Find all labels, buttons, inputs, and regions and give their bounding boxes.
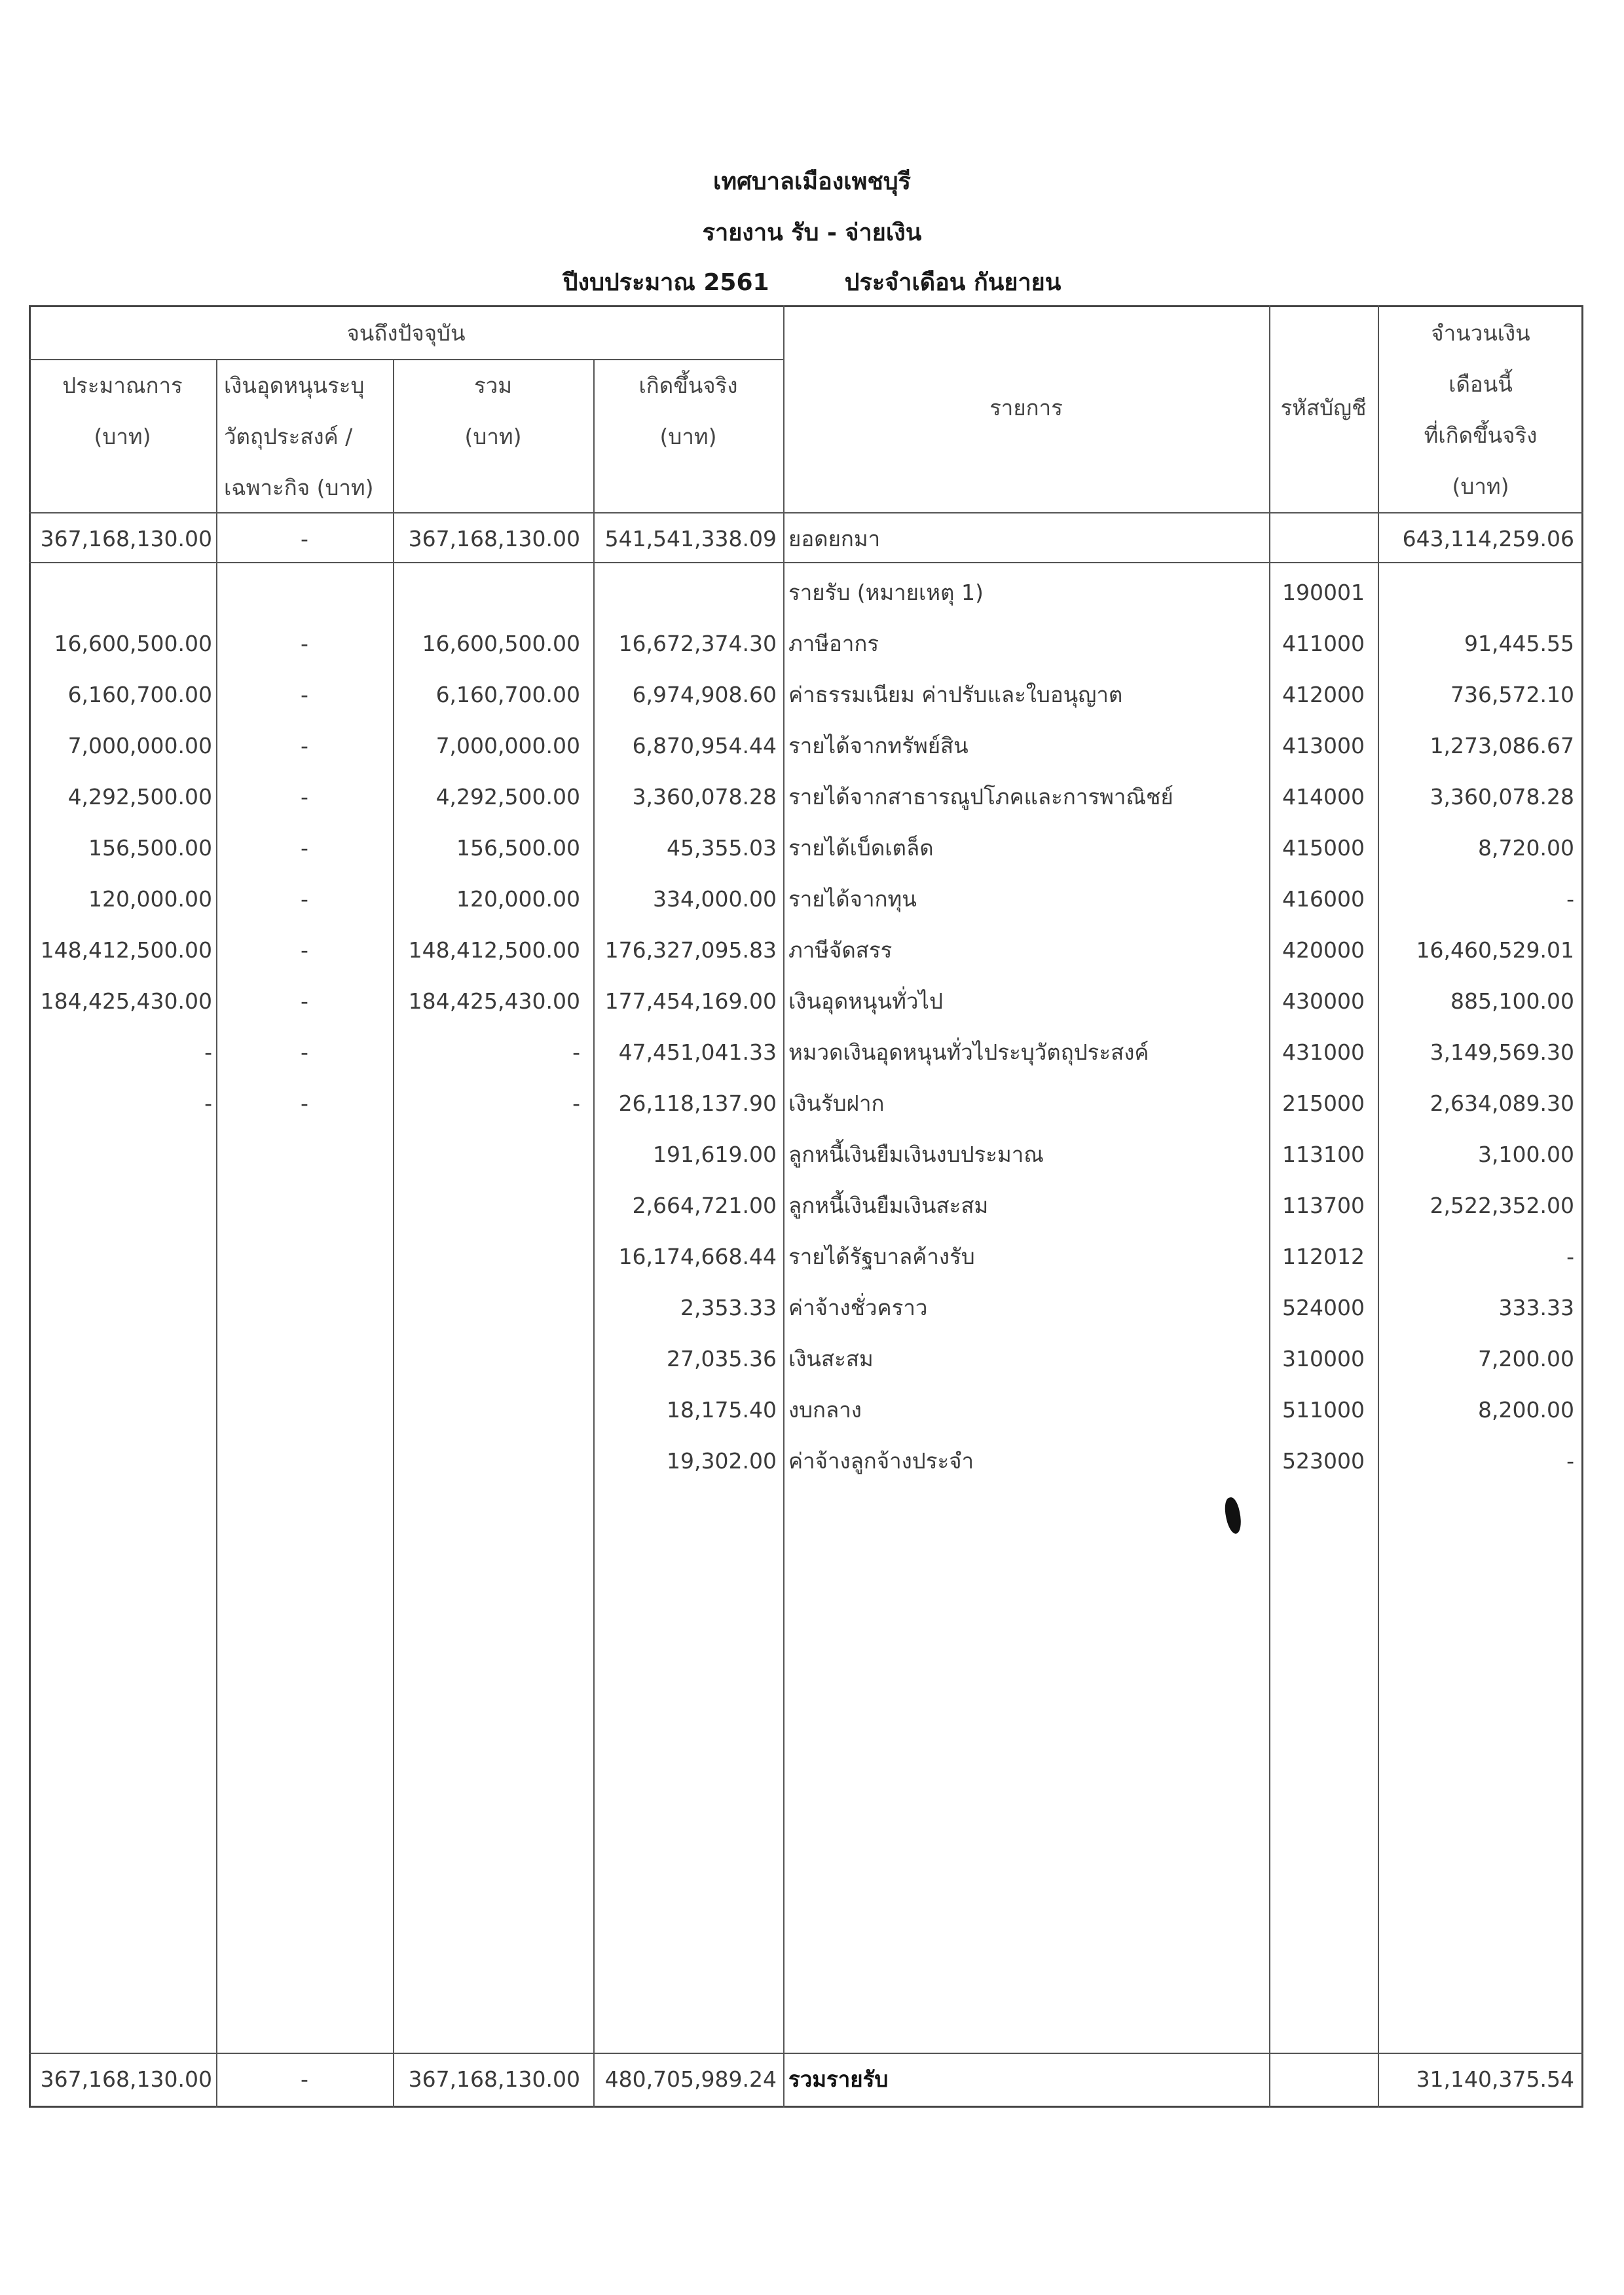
item-cell: ลูกหนี้เงินยืมเงินงบประมาณ bbox=[788, 1142, 1044, 1167]
table-row bbox=[29, 823, 1583, 874]
actual-cell: 480,705,989.24 bbox=[604, 2066, 777, 2092]
table-row bbox=[29, 1027, 1583, 1078]
table-row bbox=[29, 1436, 1583, 1487]
month-cell: 333.33 bbox=[1498, 1295, 1574, 1320]
month-cell bbox=[1378, 567, 1574, 618]
grant-cell bbox=[216, 1282, 393, 1334]
item-cell: รายได้จากทรัพย์สิน bbox=[788, 733, 969, 758]
grant-cell: - bbox=[301, 2066, 308, 2092]
month-cell: 16,460,529.01 bbox=[1416, 937, 1574, 963]
actual-cell: 334,000.00 bbox=[653, 886, 777, 912]
code-cell: 112012 bbox=[1282, 1244, 1365, 1269]
actual-header-1: เกิดขึ้นจริง bbox=[638, 373, 738, 398]
budget-cell: - bbox=[204, 1039, 212, 1065]
month-cell: - bbox=[1566, 1448, 1574, 1474]
budget-cell: 6,160,700.00 bbox=[67, 682, 212, 707]
group-to-date-header: จนถึงปัจจุบัน bbox=[346, 320, 466, 346]
code-cell: 215000 bbox=[1282, 1091, 1365, 1116]
grant-cell: - bbox=[301, 937, 308, 963]
report-period bbox=[0, 263, 1624, 301]
total-cell: 4,292,500.00 bbox=[435, 784, 580, 810]
budget-cell bbox=[35, 1436, 212, 1487]
item-cell: ค่าธรรมเนียม ค่าปรับและใบอนุญาต bbox=[788, 682, 1123, 707]
grant-cell: - bbox=[301, 1091, 308, 1116]
budget-cell bbox=[35, 1180, 212, 1231]
table-row bbox=[29, 720, 1583, 772]
code-cell: 411000 bbox=[1282, 631, 1365, 656]
account-code-header: รหัสบัญชี bbox=[1280, 395, 1367, 420]
total-cell bbox=[393, 1282, 580, 1334]
item-cell: รายได้จากทุน bbox=[788, 886, 917, 912]
fiscal-year: 2561 bbox=[703, 269, 769, 296]
item-cell: เงินอุดหนุนทั่วไป bbox=[788, 988, 943, 1014]
item-cell: รวมรายรับ bbox=[788, 2066, 889, 2092]
total-cell: - bbox=[572, 1091, 580, 1116]
actual-cell: 541,541,338.09 bbox=[604, 526, 777, 551]
total-header-2: (บาท) bbox=[464, 424, 522, 449]
item-cell: เงินสะสม bbox=[788, 1346, 874, 1371]
grant-cell bbox=[216, 1129, 393, 1180]
code-cell bbox=[1269, 513, 1378, 565]
month-cell: 31,140,375.54 bbox=[1416, 2066, 1574, 2092]
actual-cell: 18,175.40 bbox=[667, 1397, 777, 1423]
grant-cell: - bbox=[301, 526, 308, 551]
actual-cell: 177,454,169.00 bbox=[604, 988, 777, 1014]
total-cell: 16,600,500.00 bbox=[422, 631, 580, 656]
table-row bbox=[29, 874, 1583, 925]
table-row bbox=[29, 669, 1583, 720]
month-cell: - bbox=[1566, 886, 1574, 912]
total-cell: 184,425,430.00 bbox=[408, 988, 580, 1014]
budget-cell: 148,412,500.00 bbox=[40, 937, 212, 963]
grant-header-1: เงินอุดหนุนระบุ bbox=[224, 373, 365, 398]
month-cell: 3,149,569.30 bbox=[1430, 1039, 1574, 1065]
month-cell: 3,360,078.28 bbox=[1430, 784, 1574, 810]
total-cell bbox=[393, 1385, 580, 1436]
month-cell: 885,100.00 bbox=[1450, 988, 1574, 1014]
budget-header-1: ประมาณการ bbox=[62, 373, 183, 398]
table-row bbox=[29, 1334, 1583, 1385]
month-cell: 736,572.10 bbox=[1450, 682, 1574, 707]
grant-cell bbox=[216, 567, 393, 618]
total-cell bbox=[393, 1180, 580, 1231]
grant-cell: - bbox=[301, 631, 308, 656]
actual-cell: 191,619.00 bbox=[653, 1142, 777, 1167]
table-row bbox=[29, 772, 1583, 823]
table-row bbox=[29, 1231, 1583, 1282]
actual-cell: 16,672,374.30 bbox=[618, 631, 777, 656]
actual-cell bbox=[593, 567, 777, 618]
budget-cell: 184,425,430.00 bbox=[40, 988, 212, 1014]
grant-cell bbox=[216, 1180, 393, 1231]
report-title: รายงาน รับ - จ่ายเงิน bbox=[702, 219, 922, 246]
code-cell: 415000 bbox=[1282, 835, 1365, 861]
code-cell: 430000 bbox=[1282, 988, 1365, 1014]
grant-cell bbox=[216, 1436, 393, 1487]
item-cell: เงินรับฝาก bbox=[788, 1091, 885, 1116]
month-header-1: จำนวนเงิน bbox=[1431, 320, 1530, 346]
table-row bbox=[29, 925, 1583, 976]
code-cell: 416000 bbox=[1282, 886, 1365, 912]
total-cell bbox=[393, 567, 580, 618]
budget-cell: 16,600,500.00 bbox=[54, 631, 212, 656]
total-header-1: รวม bbox=[473, 373, 512, 398]
grant-cell: - bbox=[301, 784, 308, 810]
grant-cell: - bbox=[301, 886, 308, 912]
item-cell: ค่าจ้างลูกจ้างประจำ bbox=[788, 1448, 974, 1474]
table-row bbox=[29, 1282, 1583, 1334]
actual-cell: 2,664,721.00 bbox=[632, 1193, 777, 1218]
code-cell: 413000 bbox=[1282, 733, 1365, 758]
budget-cell bbox=[35, 1231, 212, 1282]
total-cell: 120,000.00 bbox=[456, 886, 580, 912]
grant-cell: - bbox=[301, 1039, 308, 1065]
table-row bbox=[29, 567, 1583, 618]
month-header-2: เดือนนี้ bbox=[1449, 371, 1513, 397]
month-cell: 8,720.00 bbox=[1478, 835, 1574, 861]
code-cell: 113700 bbox=[1282, 1193, 1365, 1218]
total-cell: 7,000,000.00 bbox=[435, 733, 580, 758]
total-row bbox=[29, 2054, 1583, 2105]
actual-cell: 16,174,668.44 bbox=[618, 1244, 777, 1269]
total-cell: - bbox=[572, 1039, 580, 1065]
grant-cell: - bbox=[301, 733, 308, 758]
item-header: รายการ bbox=[989, 395, 1063, 420]
item-cell: ลูกหนี้เงินยืมเงินสะสม bbox=[788, 1193, 989, 1218]
month-header-3: ที่เกิดขึ้นจริง bbox=[1424, 422, 1538, 448]
table-row bbox=[29, 618, 1583, 669]
code-cell bbox=[1269, 2054, 1378, 2105]
month-header-4: (บาท) bbox=[1452, 474, 1509, 499]
month-cell: 7,200.00 bbox=[1478, 1346, 1574, 1371]
table-row bbox=[29, 976, 1583, 1027]
item-cell: ภาษีอากร bbox=[788, 631, 879, 656]
org-title: เทศบาลเมืองเพชบุรี bbox=[713, 168, 911, 195]
budget-cell bbox=[35, 567, 212, 618]
code-cell: 431000 bbox=[1282, 1039, 1365, 1065]
total-cell bbox=[393, 1334, 580, 1385]
actual-cell: 2,353.33 bbox=[680, 1295, 777, 1320]
total-cell: 367,168,130.00 bbox=[408, 526, 580, 551]
item-cell: ภาษีจัดสรร bbox=[788, 937, 893, 963]
item-cell: รายได้เบ็ดเตล็ด bbox=[788, 835, 934, 861]
budget-cell: 156,500.00 bbox=[88, 835, 212, 861]
month-name: กันยายน bbox=[973, 269, 1061, 296]
total-cell: 148,412,500.00 bbox=[408, 937, 580, 963]
total-cell: 156,500.00 bbox=[456, 835, 580, 861]
item-cell: รายได้รัฐบาลค้างรับ bbox=[788, 1244, 975, 1269]
table-row bbox=[29, 1078, 1583, 1129]
actual-cell: 19,302.00 bbox=[667, 1448, 777, 1474]
grant-header-2: วัตถุประสงค์ / bbox=[224, 424, 353, 449]
code-cell: 190001 bbox=[1282, 580, 1365, 605]
actual-cell: 26,118,137.90 bbox=[618, 1091, 777, 1116]
grant-cell: - bbox=[301, 682, 308, 707]
item-cell: ยอดยกมา bbox=[788, 526, 881, 551]
budget-cell bbox=[35, 1334, 212, 1385]
grant-cell: - bbox=[301, 835, 308, 861]
total-cell: 367,168,130.00 bbox=[408, 2066, 580, 2092]
item-cell: รายได้จากสาธารณูปโภคและการพาณิชย์ bbox=[788, 784, 1173, 810]
code-cell: 310000 bbox=[1282, 1346, 1365, 1371]
code-cell: 414000 bbox=[1282, 784, 1365, 810]
actual-cell: 176,327,095.83 bbox=[604, 937, 777, 963]
code-cell: 420000 bbox=[1282, 937, 1365, 963]
month-cell: 91,445.55 bbox=[1464, 631, 1574, 656]
code-cell: 524000 bbox=[1282, 1295, 1365, 1320]
actual-cell: 6,974,908.60 bbox=[632, 682, 777, 707]
budget-cell: 367,168,130.00 bbox=[40, 2066, 212, 2092]
budget-cell bbox=[35, 1385, 212, 1436]
grant-cell bbox=[216, 1231, 393, 1282]
budget-cell: 367,168,130.00 bbox=[40, 526, 212, 551]
actual-header-2: (บาท) bbox=[659, 424, 717, 449]
budget-cell bbox=[35, 1129, 212, 1180]
month-cell: 2,634,089.30 bbox=[1430, 1091, 1574, 1116]
actual-cell: 3,360,078.28 bbox=[632, 784, 777, 810]
carry-forward-row bbox=[29, 513, 1583, 565]
budget-cell: 7,000,000.00 bbox=[67, 733, 212, 758]
month-cell: 643,114,259.06 bbox=[1402, 526, 1574, 551]
budget-cell: - bbox=[204, 1091, 212, 1116]
month-cell: 8,200.00 bbox=[1478, 1397, 1574, 1423]
code-cell: 412000 bbox=[1282, 682, 1365, 707]
grant-cell bbox=[216, 1334, 393, 1385]
total-cell bbox=[393, 1129, 580, 1180]
item-cell: ค่าจ้างชั่วคราว bbox=[788, 1295, 928, 1320]
code-cell: 523000 bbox=[1282, 1448, 1365, 1474]
budget-cell: 120,000.00 bbox=[88, 886, 212, 912]
budget-cell bbox=[35, 1282, 212, 1334]
item-cell: หมวดเงินอุดหนุนทั่วไประบุวัตถุประสงค์ bbox=[788, 1039, 1149, 1065]
budget-header-2: (บาท) bbox=[94, 424, 151, 449]
grant-cell: - bbox=[301, 988, 308, 1014]
actual-cell: 6,870,954.44 bbox=[632, 733, 777, 758]
item-cell: รายรับ (หมายเหตุ 1) bbox=[788, 580, 984, 605]
month-cell: 2,522,352.00 bbox=[1430, 1193, 1574, 1218]
grant-cell bbox=[216, 1385, 393, 1436]
total-cell: 6,160,700.00 bbox=[435, 682, 580, 707]
total-cell bbox=[393, 1231, 580, 1282]
fiscal-label: ปีงบประมาณ bbox=[563, 269, 695, 296]
item-cell: งบกลาง bbox=[788, 1397, 862, 1423]
month-cell: - bbox=[1566, 1244, 1574, 1269]
actual-cell: 27,035.36 bbox=[667, 1346, 777, 1371]
month-cell: 1,273,086.67 bbox=[1430, 733, 1574, 758]
table-row bbox=[29, 1180, 1583, 1231]
month-cell: 3,100.00 bbox=[1478, 1142, 1574, 1167]
code-cell: 113100 bbox=[1282, 1142, 1365, 1167]
total-cell bbox=[393, 1436, 580, 1487]
month-label: ประจำเดือน bbox=[844, 269, 966, 296]
budget-cell: 4,292,500.00 bbox=[67, 784, 212, 810]
grant-header-3: เฉพาะกิจ (บาท) bbox=[224, 475, 374, 500]
table-row bbox=[29, 1385, 1583, 1436]
code-cell: 511000 bbox=[1282, 1397, 1365, 1423]
actual-cell: 47,451,041.33 bbox=[618, 1039, 777, 1065]
actual-cell: 45,355.03 bbox=[667, 835, 777, 861]
table-row bbox=[29, 1129, 1583, 1180]
